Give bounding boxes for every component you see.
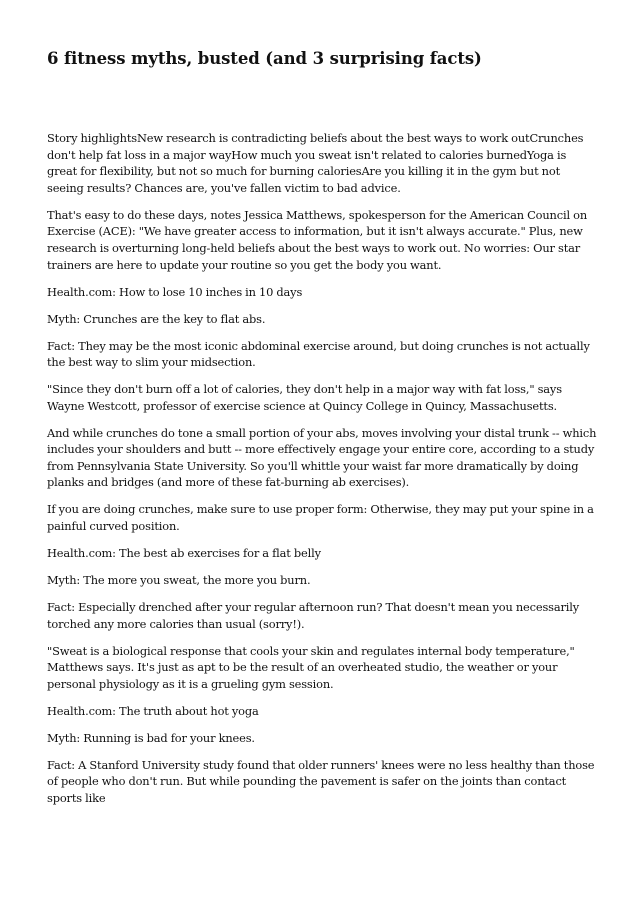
- paragraph-fact: Fact: They may be the most iconic abdominal exercise around, but doing crunches is not actually the best way to slim your midsection.: [47, 338, 590, 370]
- paragraph-story-highlights: Story highlightsNew research is contradicting beliefs about the best ways to work outCrunches don't help fat loss in a major wayHow much you sweat isn't related to calories burnedYoga is great for flexibility, but not so much for burning caloriesAre you killing it in the gym but not seeing results? Chances are, you've fallen victim to bad advice.: [47, 131, 584, 195]
- paragraph-quote: "Since they don't burn off a lot of calories, they don't help in a major way with fat loss," says Wayne Westcott, professor of exercise science at Quincy College in Quincy, Massachusetts.: [47, 382, 562, 413]
- paragraph-body: If you are doing crunches, make sure to use proper form: Otherwise, they may put your spine in a painful curved position.: [47, 502, 594, 534]
- paragraph-related-link: Health.com: The truth about hot yoga: [47, 703, 259, 718]
- paragraph-myth-heading: Myth: Running is bad for your knees.: [47, 730, 255, 745]
- paragraph-body: And while crunches do tone a small portion of your abs, moves involving your distal trunk -- which includes your shoulders and butt -- more effectively engage your entire core, according to a study from Pennsylvania State University. So you'll whittle your waist far more dramatically by doing planks and bridges (and more of these fat-burning ab exercises).: [47, 425, 597, 490]
- paragraph-related-link: Health.com: How to lose 10 inches in 10 days: [47, 284, 303, 299]
- paragraph-intro: That's easy to do these days, notes Jessica Matthews, spokesperson for the American Council on Exercise (ACE): "We have greater access to information, but it isn't always accurate." Plus, new research is overturning long-held beliefs about the best ways to work out. No worries: Our star trainers are here to update your routine so you get the body you want.: [47, 207, 588, 272]
- paragraph-myth-heading: Myth: Crunches are the key to flat abs.: [47, 311, 266, 326]
- paragraph-quote: "Sweat is a biological response that cools your skin and regulates internal body temperature," Matthews says. It's just as apt to be the result of an overheated studio, the weather or your personal physiology as it is a grueling gym session.: [47, 643, 575, 691]
- paragraph-related-link: Health.com: The best ab exercises for a flat belly: [47, 546, 321, 560]
- document-title: 6 fitness myths, busted (and 3 surprising facts): [47, 49, 482, 68]
- paragraph-fact: Fact: A Stanford University study found that older runners' knees were no less healthy than those of people who don't run. But while pounding the pavement is safer on the joints than contact sports like: [47, 757, 595, 805]
- paragraph-fact: Fact: Especially drenched after your regular afternoon run? That doesn't mean you necessarily torched any more calories than usual (sorry!).: [47, 599, 580, 631]
- paragraph-myth-heading: Myth: The more you sweat, the more you burn.: [47, 572, 311, 587]
- document-body: [47, 130, 597, 817]
